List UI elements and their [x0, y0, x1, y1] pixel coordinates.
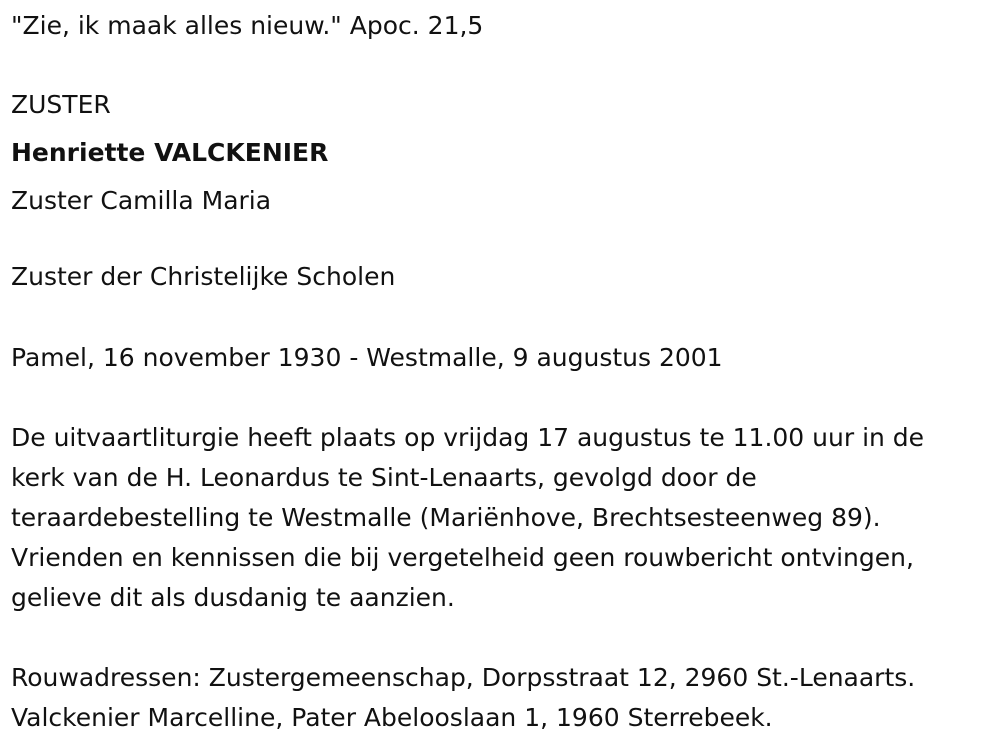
address-line: Rouwadressen: Zustergemeenschap, Dorpsstraat 12, 2960 St.-Lenaarts. — [11, 663, 916, 692]
spacer — [11, 297, 991, 338]
funeral-line: gelieve dit als dusdanig te aanzien. — [11, 583, 455, 612]
life-dates: Pamel, 16 november 1930 - Westmalle, 9 augustus 2001 — [11, 343, 723, 372]
funeral-line: kerk van de H. Leonardus te Sint-Lenaarts, gevolgd door de — [11, 463, 757, 492]
funeral-paragraph — [11, 418, 991, 618]
congregation: Zuster der Christelijke Scholen — [11, 262, 396, 291]
funeral-line: teraardebestelling te Westmalle (Mariënhove, Brechtsesteenweg 89). — [11, 503, 881, 532]
deceased-name: Henriette VALCKENIER — [11, 138, 329, 167]
obituary-notice — [11, 0, 991, 738]
funeral-line: De uitvaartliturgie heeft plaats op vrijdag 17 augustus te 11.00 uur in de — [11, 423, 925, 452]
funeral-line: Vrienden en kennissen die bij vergetelheid geen rouwbericht ontvingen, — [11, 543, 914, 572]
spacer — [11, 46, 991, 81]
bible-quote: "Zie, ik maak alles nieuw." Apoc. 21,5 — [11, 11, 484, 40]
religious-name: Zuster Camilla Maria — [11, 186, 272, 215]
spacer — [11, 618, 991, 658]
title-label: ZUSTER — [11, 90, 111, 119]
address-paragraph — [11, 658, 991, 738]
spacer — [11, 225, 991, 257]
address-line: Valckenier Marcelline, Pater Abelooslaan 1, 1960 Sterrebeek. — [11, 703, 773, 732]
spacer — [11, 378, 991, 418]
